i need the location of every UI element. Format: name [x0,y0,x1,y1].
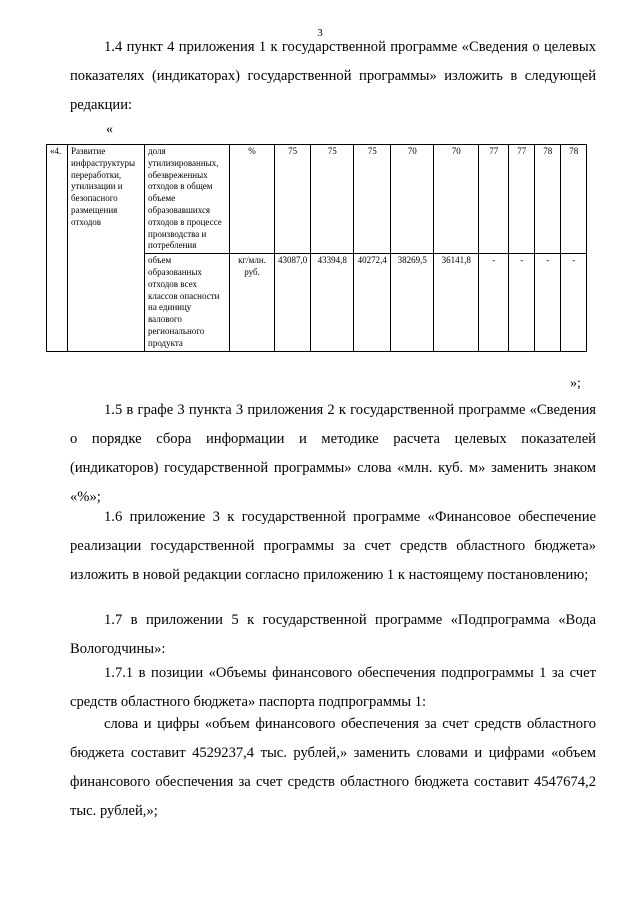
indicator-cell: доля утилизированных, обезвреженных отходов в общем объеме образовавшихся отходов в процессе производства и потребления [145,145,230,254]
value-cell: 40272,4 [354,254,391,351]
value-cell: 70 [434,145,479,254]
page-number: 3 [317,27,323,39]
paragraph-1-5: 1.5 в графе 3 пункта 3 приложения 2 к государственной программе «Сведения о порядке сбора информации и методике расчета целевых показателей (индикаторов) государственной программы» слова «млн. куб. м» заменить знаком «%»; [70,402,596,505]
value-cell: 38269,5 [391,254,434,351]
value-cell: - [535,254,561,351]
value-cell: 70 [391,145,434,254]
value-cell: 78 [561,145,587,254]
value-cell: 77 [479,145,509,254]
table-row [47,145,587,254]
value-cell: 78 [535,145,561,254]
quote-close: »; [570,376,581,391]
value-cell: 75 [354,145,391,254]
indicators-table [46,144,587,352]
value-cell: 75 [275,145,311,254]
value-cell: - [561,254,587,351]
quote-open: « [106,122,113,137]
value-cell: - [509,254,535,351]
paragraph-1-4: 1.4 пункт 4 приложения 1 к государственной программе «Сведения о целевых показателях (индикаторах) государственной программы» изложить в следующей редакции: [70,39,596,113]
unit-cell: кг/млн. руб. [230,254,275,351]
paragraph-1-7-1: 1.7.1 в позиции «Объемы финансового обеспечения подпрограммы 1 за счет средств областного бюджета» паспорта подпрограммы 1: [70,665,596,710]
value-cell: 43087,0 [275,254,311,351]
row-number: «4. [47,145,68,352]
value-cell: 43394,8 [311,254,354,351]
value-cell: 36141,8 [434,254,479,351]
paragraph-1-7: 1.7 в приложении 5 к государственной программе «Подпрограмма «Вода Вологодчины»: [70,612,596,657]
indicator-cell: объем образованных отходов всех классов опасности на единицу валового регионального продукта [145,254,230,351]
value-cell: 77 [509,145,535,254]
paragraph-words-replacement: слова и цифры «объем финансового обеспечения за счет средств областного бюджета составит 4529237,4 тыс. рублей,» заменить словами и цифрами «объем финансового обеспечения за счет средств областного бюджета составит 4547674,2 тыс. рублей,»; [70,716,596,819]
paragraph-1-6: 1.6 приложение 3 к государственной программе «Финансовое обеспечение реализации государственной программы за счет средств областного бюджета» изложить в новой редакции согласно приложению 1 к настоящему постановлению; [70,509,596,583]
goal-cell: Развитие инфраструктуры переработки, утилизации и безопасного размещения отходов [68,145,145,352]
value-cell: 75 [311,145,354,254]
unit-cell: % [230,145,275,254]
value-cell: - [479,254,509,351]
